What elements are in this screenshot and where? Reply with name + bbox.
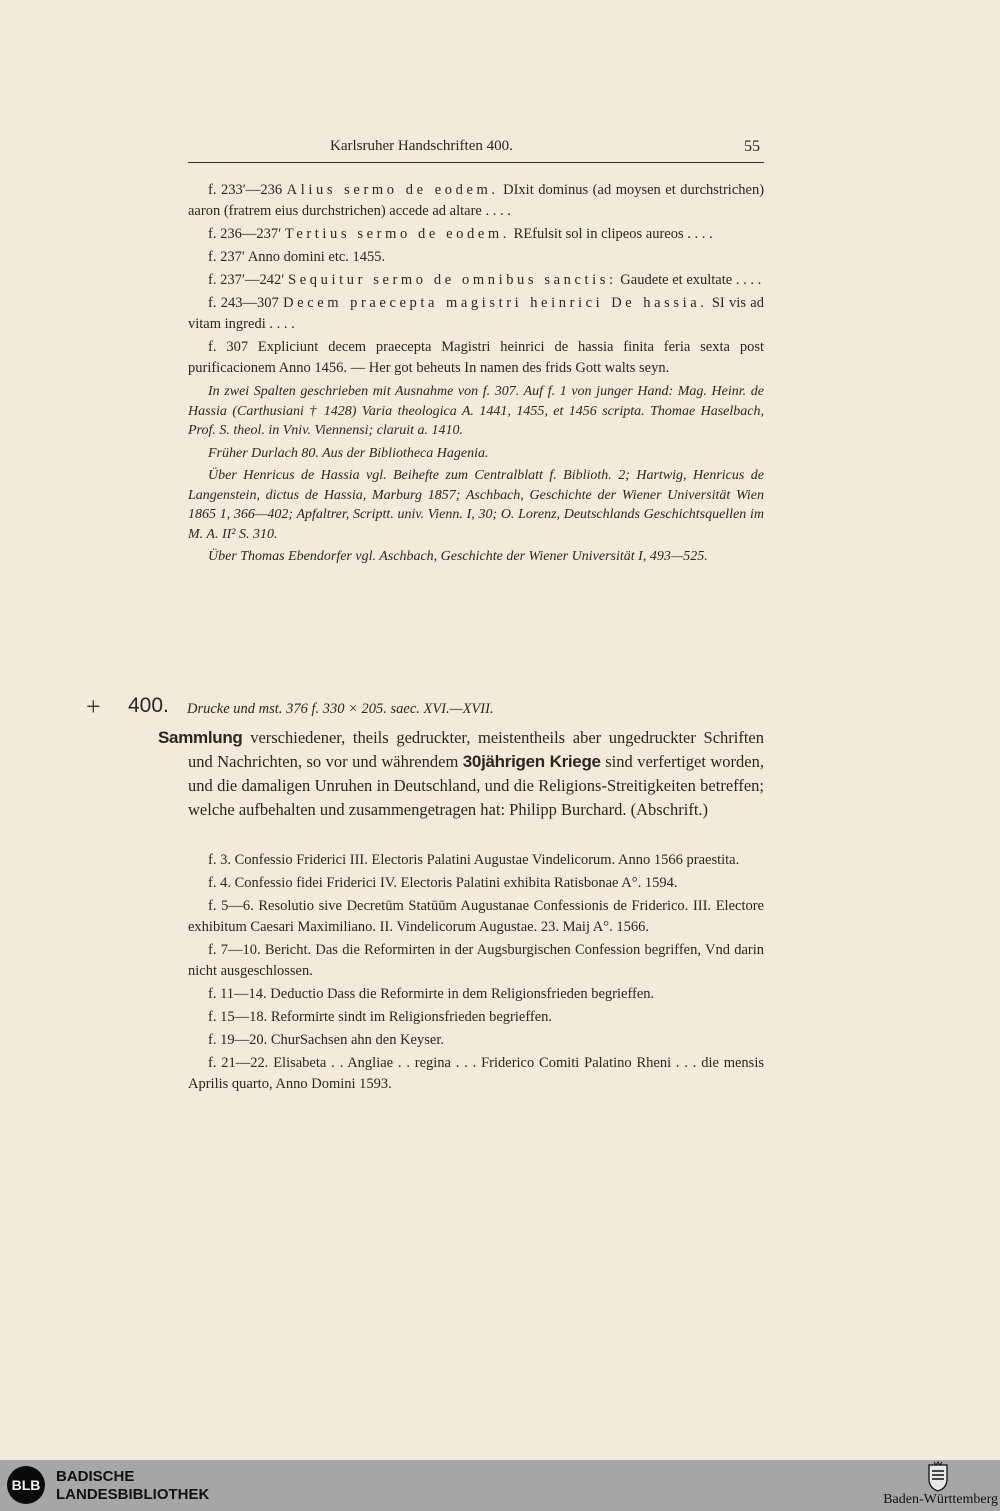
library-name: BADISCHE LANDESBIBLIOTHEK — [56, 1468, 210, 1503]
entry-heading — [86, 692, 786, 722]
content-item: f. 4. Confessio fidei Friderici IV. Electoris Palatini exhibita Ratisbonae A°. 1594. — [208, 875, 678, 891]
folio-paragraph: f. 236—237′ Tertius sermo de eodem. REfulsit sol in clipeos aureos . . . . — [208, 226, 713, 242]
folio-paragraph: f. 233′—236 Alius sermo de eodem. DIxit dominus (ad moysen et durchstrichen) aaron (fratrem eius durchstrichen) accede ad altare . . . . — [188, 182, 765, 219]
content-item: f. 19—20. ChurSachsen ahn den Keyser. — [208, 1032, 444, 1048]
bibliography-note: Über Thomas Ebendorfer vgl. Aschbach, Geschichte der Wiener Universität I, 493—525. — [208, 549, 708, 564]
running-title: Karlsruher Handschriften 400. — [330, 138, 513, 154]
footer-bar — [0, 1460, 1000, 1511]
coat-of-arms-icon — [926, 1461, 950, 1493]
content-item: f. 15—18. Reformirte sindt im Religionsfrieden begrieffen. — [208, 1009, 553, 1025]
folio-paragraph: f. 243—307 Decem praecepta magistri heinrici De hassia. SI vis ad vitam ingredi . . . . — [188, 295, 764, 332]
page-number: 55 — [744, 138, 760, 155]
content-item: f. 21—22. Elisabeta . . Angliae . . regina . . . Friderico Comiti Palatino Rheni . . . die mensis Aprilis quarto, Anno Domini 1593. — [188, 1055, 764, 1092]
scholarly-note: In zwei Spalten geschrieben mit Ausnahme von f. 307. Auf f. 1 von junger Hand: Mag. Heinr. de Hassia (Carthusiani † 1428) Varia theologica A. 1441, 1455, et 1456 scripta. Thomae Haselbach, Prof. S. theol. in Vniv. Viennensi; claruit a. 1410. — [188, 384, 764, 438]
page-header — [188, 138, 764, 163]
content-item: f. 11—14. Deductio Dass die Reformirte in dem Religionsfrieden begrieffen. — [208, 986, 655, 1002]
blb-logo[interactable]: BLB — [7, 1466, 45, 1504]
folio-paragraph: f. 237′—242′ Sequitur sermo de omnibus sanctis: Gaudete et exultate . . . . — [208, 272, 762, 288]
state-label: Baden-Württemberg — [883, 1492, 998, 1507]
bibliography-note: Über Henricus de Hassia vgl. Beihefte zum Centralblatt f. Biblioth. 2; Hartwig, Henricus de Langenstein, dictus de Hassia, Marburg 1857; Aschbach, Geschichte der Wiener Universität Wien 1865 1, 366—402; Apfaltrer, Scriptt. univ. Vienn. I, 30; O. Lorenz, Deutschlands Geschichtsquellen im M. A. II² S. 310. — [188, 468, 764, 542]
title-keyword: 30jährigen Kriege — [462, 752, 601, 771]
content-item: f. 7—10. Bericht. Das die Reformirten in der Augsburgischen Confession begriffen, Vnd darin nicht ausgeschlossen. — [188, 942, 764, 979]
entry-number: 400. — [128, 694, 169, 717]
provenance-note: Früher Durlach 80. Aus der Bibliotheca Hagenia. — [208, 445, 489, 461]
content-item: f. 5—6. Resolutio sive Decretūm Statūūm Augustanae Confessionis de Friderico. III. Electore exhibitum Caesari Maximiliano. II. Vindelicorum Augustae. 23. Maij A°. 1566. — [188, 898, 764, 935]
content-item: f. 3. Confessio Friderici III. Electoris Palatini Augustae Vindelicorum. Anno 1566 praestita. — [208, 852, 740, 868]
entry-contents — [188, 850, 764, 1097]
title-keyword: Sammlung — [158, 728, 243, 747]
folio-paragraph: f. 307 Expliciunt decem praecepta Magistri heinrici de hassia finita feria sexta post purificacionem Anno 1456. — Her got beheuts In namen des frids Gott walts seyn. — [188, 339, 764, 376]
folio-paragraph: f. 237′ Anno domini etc. 1455. — [208, 249, 386, 265]
entry-title: Sammlung verschiedener, theils gedruckter, meistentheils aber ungedruckter Schriften und Nachrichten, so vor und währendem 30jährigen Kriege sind verfertiget worden, und die damaligen Unruhen in Deutschland, und die Religions-Streitigkeiten betreffen; welche aufbehalten und zusammengetragen hat: Philipp Burchard. (Abschrift.) — [158, 728, 764, 819]
previous-entry-continuation — [188, 180, 764, 570]
entry-physical-description: Drucke und mst. 376 f. 330 × 205. saec. XVI.—XVII. — [187, 701, 494, 717]
plus-marker: + — [86, 692, 101, 721]
